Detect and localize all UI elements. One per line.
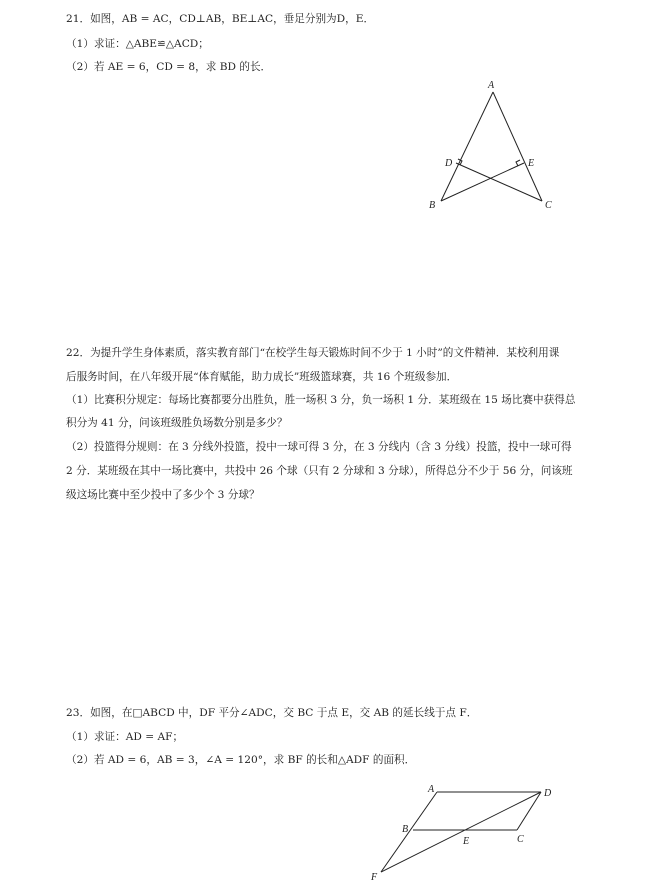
segment-af bbox=[381, 792, 437, 872]
q21-part1: （1）求证：△ABE≌△ACD； bbox=[66, 38, 209, 50]
label-c: C bbox=[545, 200, 552, 211]
label-b: B bbox=[402, 824, 409, 835]
q22-line7: 级这场比赛中至少投中了多少个 3 分球？ bbox=[66, 489, 260, 501]
q21-title: 21．如图，AB = AC，CD⊥AB，BE⊥AC，垂足分别为D，E． bbox=[66, 13, 375, 25]
right-angle-mark-e bbox=[516, 160, 520, 166]
label-a: A bbox=[428, 784, 435, 795]
q22-line5: （2）投篮得分规则：在 3 分线外投篮，投中一球可得 3 分，在 3 分线内（含 3 分线）投篮，投中一球可得 bbox=[66, 441, 572, 453]
segment-be bbox=[441, 163, 524, 201]
q22-line1: 22．为提升学生身体素质，落实教育部门“在校学生每天锻炼时间不少于 1 小时”的文件精神．某校利用课 bbox=[66, 347, 560, 359]
segment-dc bbox=[517, 792, 541, 830]
q22-line4: 积分为 41 分，问该班级胜负场数分别是多少？ bbox=[66, 417, 288, 429]
label-c: C bbox=[517, 834, 524, 845]
segment-cd bbox=[456, 163, 542, 201]
segment-df bbox=[381, 792, 541, 872]
label-e: E bbox=[528, 158, 535, 169]
label-a: A bbox=[488, 80, 495, 91]
q22-line3: （1）比赛积分规定：每场比赛都要分出胜负，胜一场积 3 分，负一场积 1 分．某班级在 15 场比赛中获得总 bbox=[66, 394, 576, 406]
q22-line2: 后服务时间，在八年级开展“体育赋能，助力成长”班级篮球赛，共 16 个班级参加． bbox=[66, 371, 458, 383]
q23-title: 23．如图，在□ABCD 中，DF 平分∠ADC，交 BC 于点 E，交 AB 的延长线于点 F． bbox=[66, 707, 478, 719]
q22-line6: 2 分．某班级在其中一场比赛中，共投中 26 个球（只有 2 分球和 3 分球），所得总分不少于 56 分，问该班 bbox=[66, 465, 573, 477]
q21-part2: （2）若 AE = 6，CD = 8，求 BD 的长． bbox=[66, 61, 272, 73]
q23-part1: （1）求证：AD = AF； bbox=[66, 731, 184, 743]
q23-part2: （2）若 AD = 6，AB = 3，∠A = 120°，求 BF 的长和△ADF 的面积． bbox=[66, 754, 416, 766]
label-f: F bbox=[371, 872, 378, 883]
segment-ac bbox=[493, 92, 542, 201]
segment-ab bbox=[441, 92, 493, 201]
label-d: D bbox=[544, 788, 552, 799]
label-e: E bbox=[463, 836, 470, 847]
right-angle-mark-d bbox=[458, 159, 462, 165]
label-b: B bbox=[429, 200, 436, 211]
label-d: D bbox=[445, 158, 453, 169]
